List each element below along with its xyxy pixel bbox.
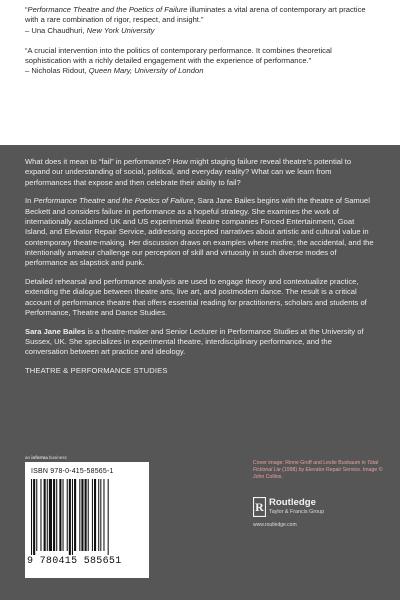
informa-brand: informa (31, 455, 48, 460)
endorsement-quote-2 (25, 46, 375, 77)
author-name: Sara Jane Bailes (25, 326, 86, 336)
endorsement-quote-1 (25, 5, 375, 36)
attribution-affiliation: Queen Mary, University of London (88, 66, 204, 76)
attribution-name: Nicholas Ridout, (31, 66, 89, 76)
barcode-panel (25, 462, 149, 578)
author-bio (25, 327, 377, 358)
routledge-mark-icon (253, 497, 266, 517)
description-text: , Sara Jane Bailes begins with the theatre of Samuel Beckett and considers failure in performance as a hopeful strategy. She examines the work of internationally acclaimed UK and US experimental theatre companies Forced Entertainment, Goat Island, and Elevator Repair Service, addressing accepted narratives about artistic and cultural value in contemporary theatre-making. Her discussion draws on examples where misfire, the accidental, and the intentionally amateur challenge our perception of skill and virtuosity in such diverse modes of performance as slapstick and punk. (25, 196, 374, 268)
publisher-subtitle: Taylor & Francis Group (269, 509, 325, 515)
subject-category: THEATRE & PERFORMANCE STUDIES (25, 366, 168, 376)
isbn-number: ISBN 978-0-415-58565-1 (31, 468, 114, 475)
analysis-paragraph: Detailed rehearsal and performance analysis are used to engage theory and contextualize practice, extending the dialogue between theatre arts, live art, and postmodern dance. The result is a critical account of performance theatre that offers essential reading for practitioners, scholars and students of Performance, Theatre and Dance Studies. (25, 276, 367, 317)
blurb (25, 157, 377, 375)
author-bio-text: is a theatre-maker and Senior Lecturer in Performance Studies at the University of Sussex, UK. She specializes in experimental theatre, interdisciplinary performance, and the conversation between art practice and ideology. (25, 326, 364, 357)
publisher-name: Routledge (269, 497, 316, 508)
credit-work-title: Total Fictional Lie (253, 460, 379, 474)
cover-image-credit: Cover image: Rinne Groff and Leslie Buxbaum in Total Fictional Lie (1998) by Elevator Repair Service. Image © John Collins. (253, 460, 383, 481)
quote-text: “Performance Theatre and the Poetics of Failure illuminates a vital arena of contemporary art practice with a rare combination of rigor, respect, and insight.” (25, 5, 366, 25)
description-paragraph (25, 196, 377, 268)
attribution-name: Una Chaudhuri, (31, 25, 87, 35)
quote-text: “A crucial intervention into the politics of contemporary performance. It combines theoretical sophistication with a richly detailed engagement with the experience of performance.” (25, 45, 332, 66)
barcode-digits: 9 780415 585651 (27, 556, 122, 567)
publisher-logo (253, 495, 393, 525)
endorsements-panel (0, 0, 400, 145)
svg-text:R: R (255, 500, 264, 514)
quote-attribution: – Una Chaudhuri, New York University (25, 25, 155, 35)
quote-body: A crucial intervention into the politics of contemporary performance. It combines theoretical sophistication with a richly detailed engagement with the experience of performance. (25, 45, 332, 66)
informa-tagline: an informa business (25, 455, 67, 460)
quote-body: illuminates a vital arena of contemporary art practice with a rare combination of rigor, respect, and insight. (25, 5, 366, 25)
barcode-icon (31, 479, 143, 555)
book-title: Performance Theatre and the Poetics of Failure (27, 5, 188, 14)
intro-paragraph: What does it mean to “fail” in performance? How might staging failure reveal theatre’s potential to expand our understanding of social, political, and everyday reality? What can we learn from performances that expose and then celebrate their ability to fail? (25, 157, 352, 187)
book-title: Performance Theatre and the Poetics of Failure (33, 196, 194, 206)
attribution-affiliation: New York University (86, 25, 155, 35)
description-prefix: In (25, 196, 34, 206)
publisher-website[interactable]: www.routledge.com (253, 522, 297, 528)
quote-attribution: – Nicholas Ridout, Queen Mary, University of London (25, 66, 204, 76)
